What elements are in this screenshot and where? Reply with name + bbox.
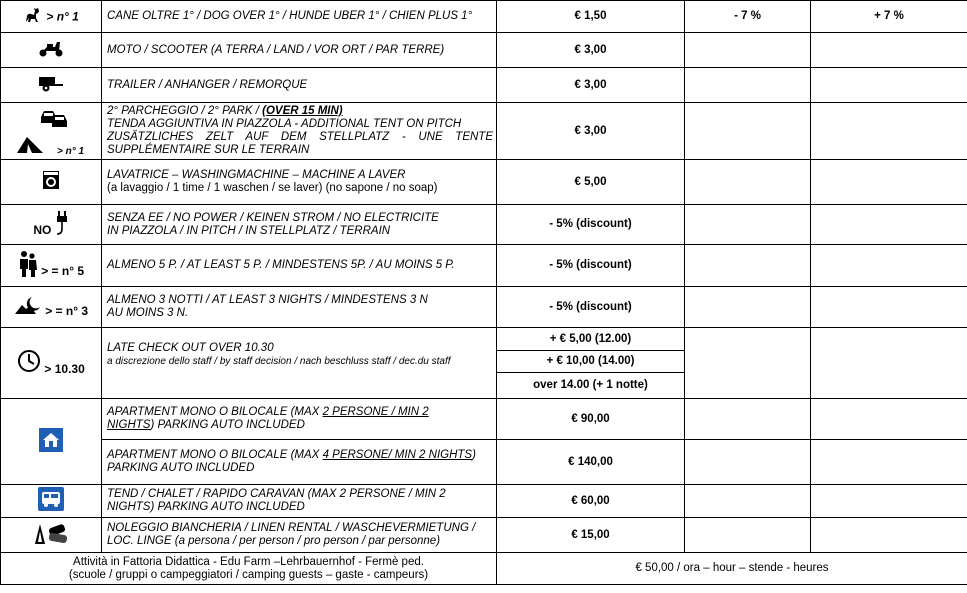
- power-description: SENZA EE / NO POWER / KEINEN STROM / NO ELECTRICITE IN PIAZZOLA / IN PITCH / IN STELLPLATZ / TERRAIN: [102, 205, 497, 245]
- nights-discount: - 5% (discount): [497, 287, 685, 328]
- row-icon-cell: [1, 205, 102, 245]
- checkout-price-3: over 14.00 (+ 1 notte): [497, 373, 685, 399]
- park-count-label: > n° 1: [57, 145, 85, 157]
- tent-icon: [15, 134, 45, 158]
- plug-icon: [55, 210, 69, 240]
- no-power-label: NO: [33, 223, 52, 237]
- table-row: [1, 518, 967, 553]
- table-row: [1, 553, 967, 585]
- trailer-price: € 3,00: [497, 68, 685, 103]
- table-row: [1, 440, 967, 485]
- apt4-description: APARTMENT MONO O BILOCALE (MAX 4 PERSONE/ MIN 2 NIGHTS) PARKING AUTO INCLUDED: [102, 440, 497, 485]
- people-icon: [18, 250, 38, 282]
- farm-description: Attività in Fattoria Didattica - Edu Farm –Lehrbauernhof - Fermè ped. (scuole / gruppi o campeggiatori / camping guests – gaste - campeurs): [1, 553, 497, 585]
- tend-price: € 60,00: [497, 485, 685, 518]
- table-row: [1, 245, 967, 287]
- table-row: [1, 1, 967, 33]
- table-row: [1, 160, 967, 205]
- row-icon-cell: [1, 328, 102, 399]
- linen-icon: [31, 518, 71, 552]
- dog-description: CANE OLTRE 1° / DOG OVER 1° / HUNDE UBER 1° / CHIEN PLUS 1°: [102, 1, 497, 33]
- people-count-label: > = n° 5: [41, 264, 85, 278]
- moon-night-icon: [14, 295, 42, 319]
- people-discount: - 5% (discount): [497, 245, 685, 287]
- dog-surcharge: + 7 %: [811, 1, 967, 33]
- dog-icon: [23, 5, 43, 29]
- trailer-description: TRAILER / ANHANGER / REMORQUE: [102, 68, 497, 103]
- row-icon-cell: [1, 160, 102, 205]
- table-row: [1, 103, 967, 160]
- row-icon-cell: [1, 287, 102, 328]
- table-row: [1, 287, 967, 328]
- row-icon-cell: [1, 399, 102, 485]
- dog-discount: - 7 %: [685, 1, 811, 33]
- power-discount: - 5% (discount): [497, 205, 685, 245]
- tend-description: TEND / CHALET / RAPIDO CARAVAN (MAX 2 PERSONE / MIN 2 NIGHTS) PARKING AUTO INCLUDED: [102, 485, 497, 518]
- table-row: [1, 399, 967, 440]
- park-price: € 3,00: [497, 103, 685, 160]
- moto-price: € 3,00: [497, 33, 685, 68]
- apt2-price: € 90,00: [497, 399, 685, 440]
- row-icon-cell: [1, 68, 102, 103]
- checkout-price-1: + € 5,00 (12.00): [497, 328, 685, 351]
- nights-description: ALMENO 3 NOTTI / AT LEAST 3 NIGHTS / MINDESTENS 3 N AU MOINS 3 N.: [102, 287, 497, 328]
- trailer-icon: [37, 74, 65, 96]
- table-row: [1, 205, 967, 245]
- row-icon-cell: [1, 1, 102, 33]
- row-icon-cell: [1, 518, 102, 553]
- row-icon-cell: [1, 485, 102, 518]
- row-icon-cell: [1, 245, 102, 287]
- wash-description: LAVATRICE – WASHINGMACHINE – MACHINE A LAVER (a lavaggio / 1 time / 1 waschen / se laver) (no sapone / no soap): [102, 160, 497, 205]
- park-description: 2° PARCHEGGIO / 2° PARK / (OVER 15 MIN) TENDA AGGIUNTIVA IN PIAZZOLA - ADDITIONAL TENT ON PITCH ZUSÄTZLICHES ZELT AUF DEM STELLPLATZ - UNE TENTE SUPPLÉMENTAIRE SUR LE TERRAIN: [102, 103, 497, 160]
- table-row: [1, 68, 967, 103]
- table-row: [1, 33, 967, 68]
- table-row: [1, 328, 967, 351]
- wash-price: € 5,00: [497, 160, 685, 205]
- linen-price: € 15,00: [497, 518, 685, 553]
- car-tent-icon: [39, 107, 69, 133]
- moto-description: MOTO / SCOOTER (A TERRA / LAND / VOR ORT / PAR TERRE): [102, 33, 497, 68]
- checkout-price-2: + € 10,00 (14.00): [497, 351, 685, 373]
- checkout-time-label: > 10.30: [44, 361, 85, 376]
- linen-description: NOLEGGIO BIANCHERIA / LINEN RENTAL / WASCHEVERMIETUNG / LOC. LINGE (a persona / per person / pro person / par personne): [102, 518, 497, 553]
- scooter-icon: [38, 38, 64, 62]
- dog-count-label: > n° 1: [46, 9, 79, 23]
- dog-price: € 1,50: [497, 1, 685, 33]
- farm-price: € 50,00 / ora – hour – stende - heures: [497, 553, 967, 585]
- row-icon-cell: [1, 103, 102, 160]
- people-description: ALMENO 5 P. / AT LEAST 5 P. / MINDESTENS 5P. / AU MOINS 5 P.: [102, 245, 497, 287]
- apt2-description: APARTMENT MONO O BILOCALE (MAX 2 PERSONE / MIN 2 NIGHTS) PARKING AUTO INCLUDED: [102, 399, 497, 440]
- checkout-description: LATE CHECK OUT OVER 10.30 a discrezione dello staff / by staff decision / nach beschluss staff / dec.du staff: [102, 328, 497, 399]
- table-row: [1, 485, 967, 518]
- caravan-icon: [38, 487, 64, 515]
- washing-machine-icon: [42, 170, 60, 194]
- house-icon: [39, 428, 63, 456]
- clock-icon: [17, 349, 41, 377]
- row-icon-cell: [1, 33, 102, 68]
- apt4-price: € 140,00: [497, 440, 685, 485]
- nights-count-label: > = n° 3: [45, 303, 89, 318]
